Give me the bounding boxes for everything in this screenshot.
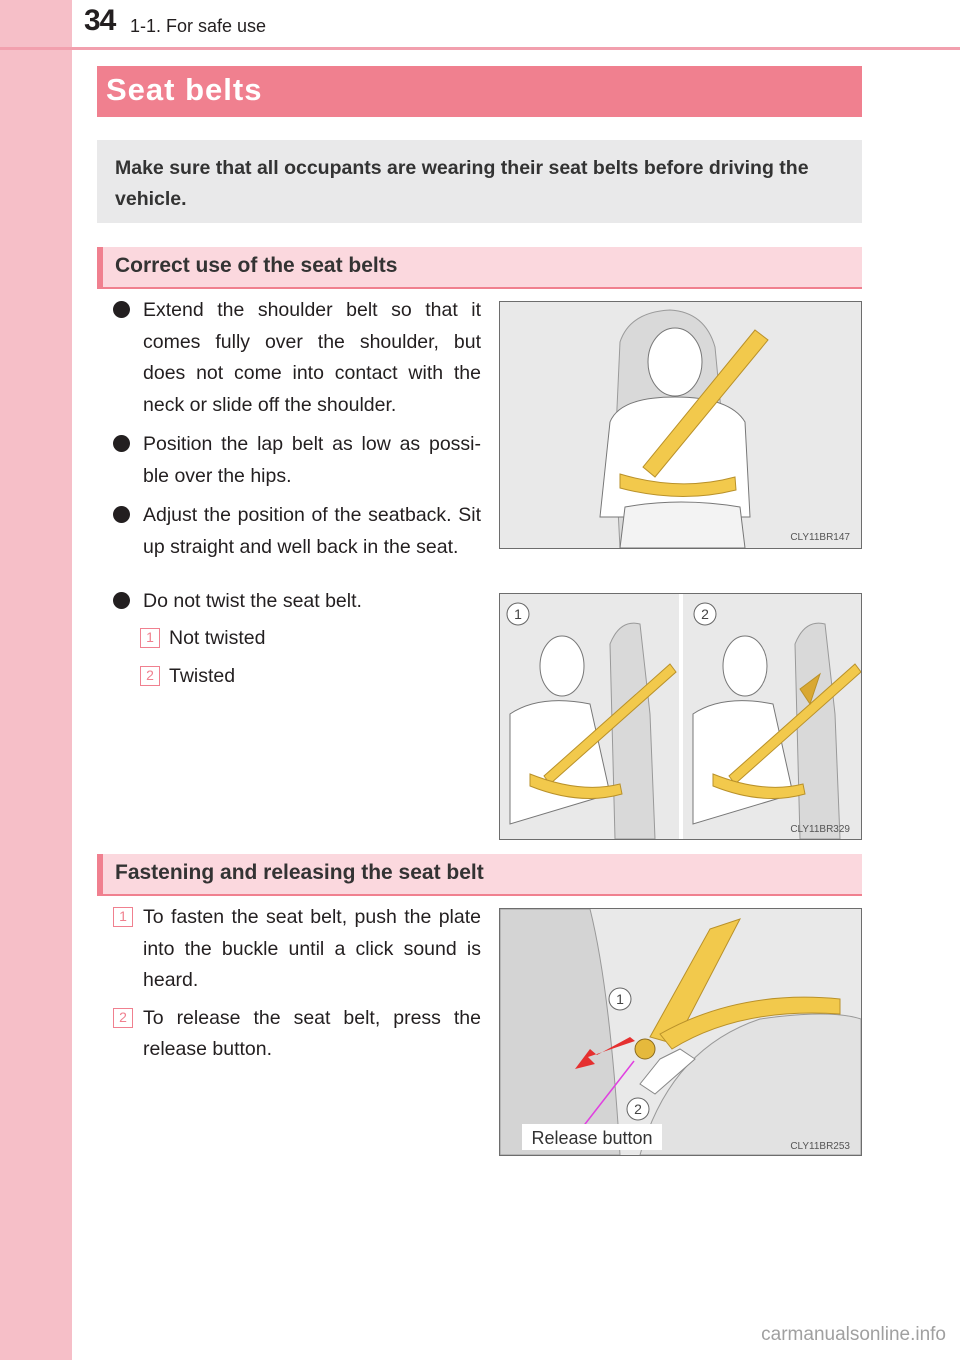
list-item: Extend the shoulder belt so that it comes fully over the shoulder, but does not come into contact with the neck or slide off the shoulder. <box>113 295 481 421</box>
list-item: 2 Twisted <box>113 661 481 693</box>
list-item: 1 To fasten the seat belt, push the plate into the buckle until a click sound is heard. <box>113 902 481 997</box>
page-title-bar <box>97 66 862 117</box>
seated-person-illustration <box>499 301 862 549</box>
page-number: 34 <box>84 4 116 37</box>
figure-code: CLY11BR253 <box>790 1141 850 1152</box>
release-button-callout: Release button <box>531 1128 653 1148</box>
intro-box <box>97 140 862 223</box>
list-item: Adjust the position of the seatback. Sit up straight and well back in the seat. <box>113 500 481 563</box>
list-item: 2 To release the seat belt, press the release button. <box>113 1003 481 1066</box>
section-path: 1-1. For safe use <box>130 16 267 36</box>
bullet-icon <box>113 301 130 318</box>
figure-label: 2 <box>701 606 709 622</box>
number-badge: 1 <box>140 628 160 648</box>
bullet-icon <box>113 435 130 452</box>
watermark: carmanualsonline.info <box>761 1324 946 1345</box>
figure-code: CLY11BR329 <box>790 824 850 835</box>
fastening-steps <box>113 902 481 1072</box>
figure-label: 1 <box>514 606 522 622</box>
twisted-belt-comparison-illustration <box>499 593 862 840</box>
fastening-heading-bar <box>97 854 862 896</box>
list-item: 1 Not twisted <box>113 623 481 655</box>
list-item: Do not twist the seat belt. <box>113 586 481 618</box>
fastening-heading: Fastening and releasing the seat belt <box>115 861 484 884</box>
twist-list <box>113 586 481 618</box>
list-item: Position the lap belt as low as possi-ble over the hips. <box>113 429 481 492</box>
page-sidebar <box>0 0 72 1360</box>
header-rule <box>0 47 960 50</box>
page-title: Seat belts <box>106 72 263 107</box>
intro-text: Make sure that all occupants are wearing their seat belts before driving the vehicle. <box>115 157 809 210</box>
correct-use-list <box>113 295 481 571</box>
buckle-illustration <box>499 908 862 1156</box>
bullet-icon <box>113 506 130 523</box>
correct-use-heading: Correct use of the seat belts <box>115 254 398 277</box>
number-badge: 2 <box>140 666 160 686</box>
bullet-icon <box>113 592 130 609</box>
figure-label: 2 <box>634 1101 642 1117</box>
figure-label: 1 <box>616 991 624 1007</box>
twist-sub-list <box>113 623 481 698</box>
number-badge: 1 <box>113 907 133 927</box>
number-badge: 2 <box>113 1008 133 1028</box>
figure-code: CLY11BR147 <box>790 532 850 543</box>
correct-use-heading-bar <box>97 247 862 289</box>
